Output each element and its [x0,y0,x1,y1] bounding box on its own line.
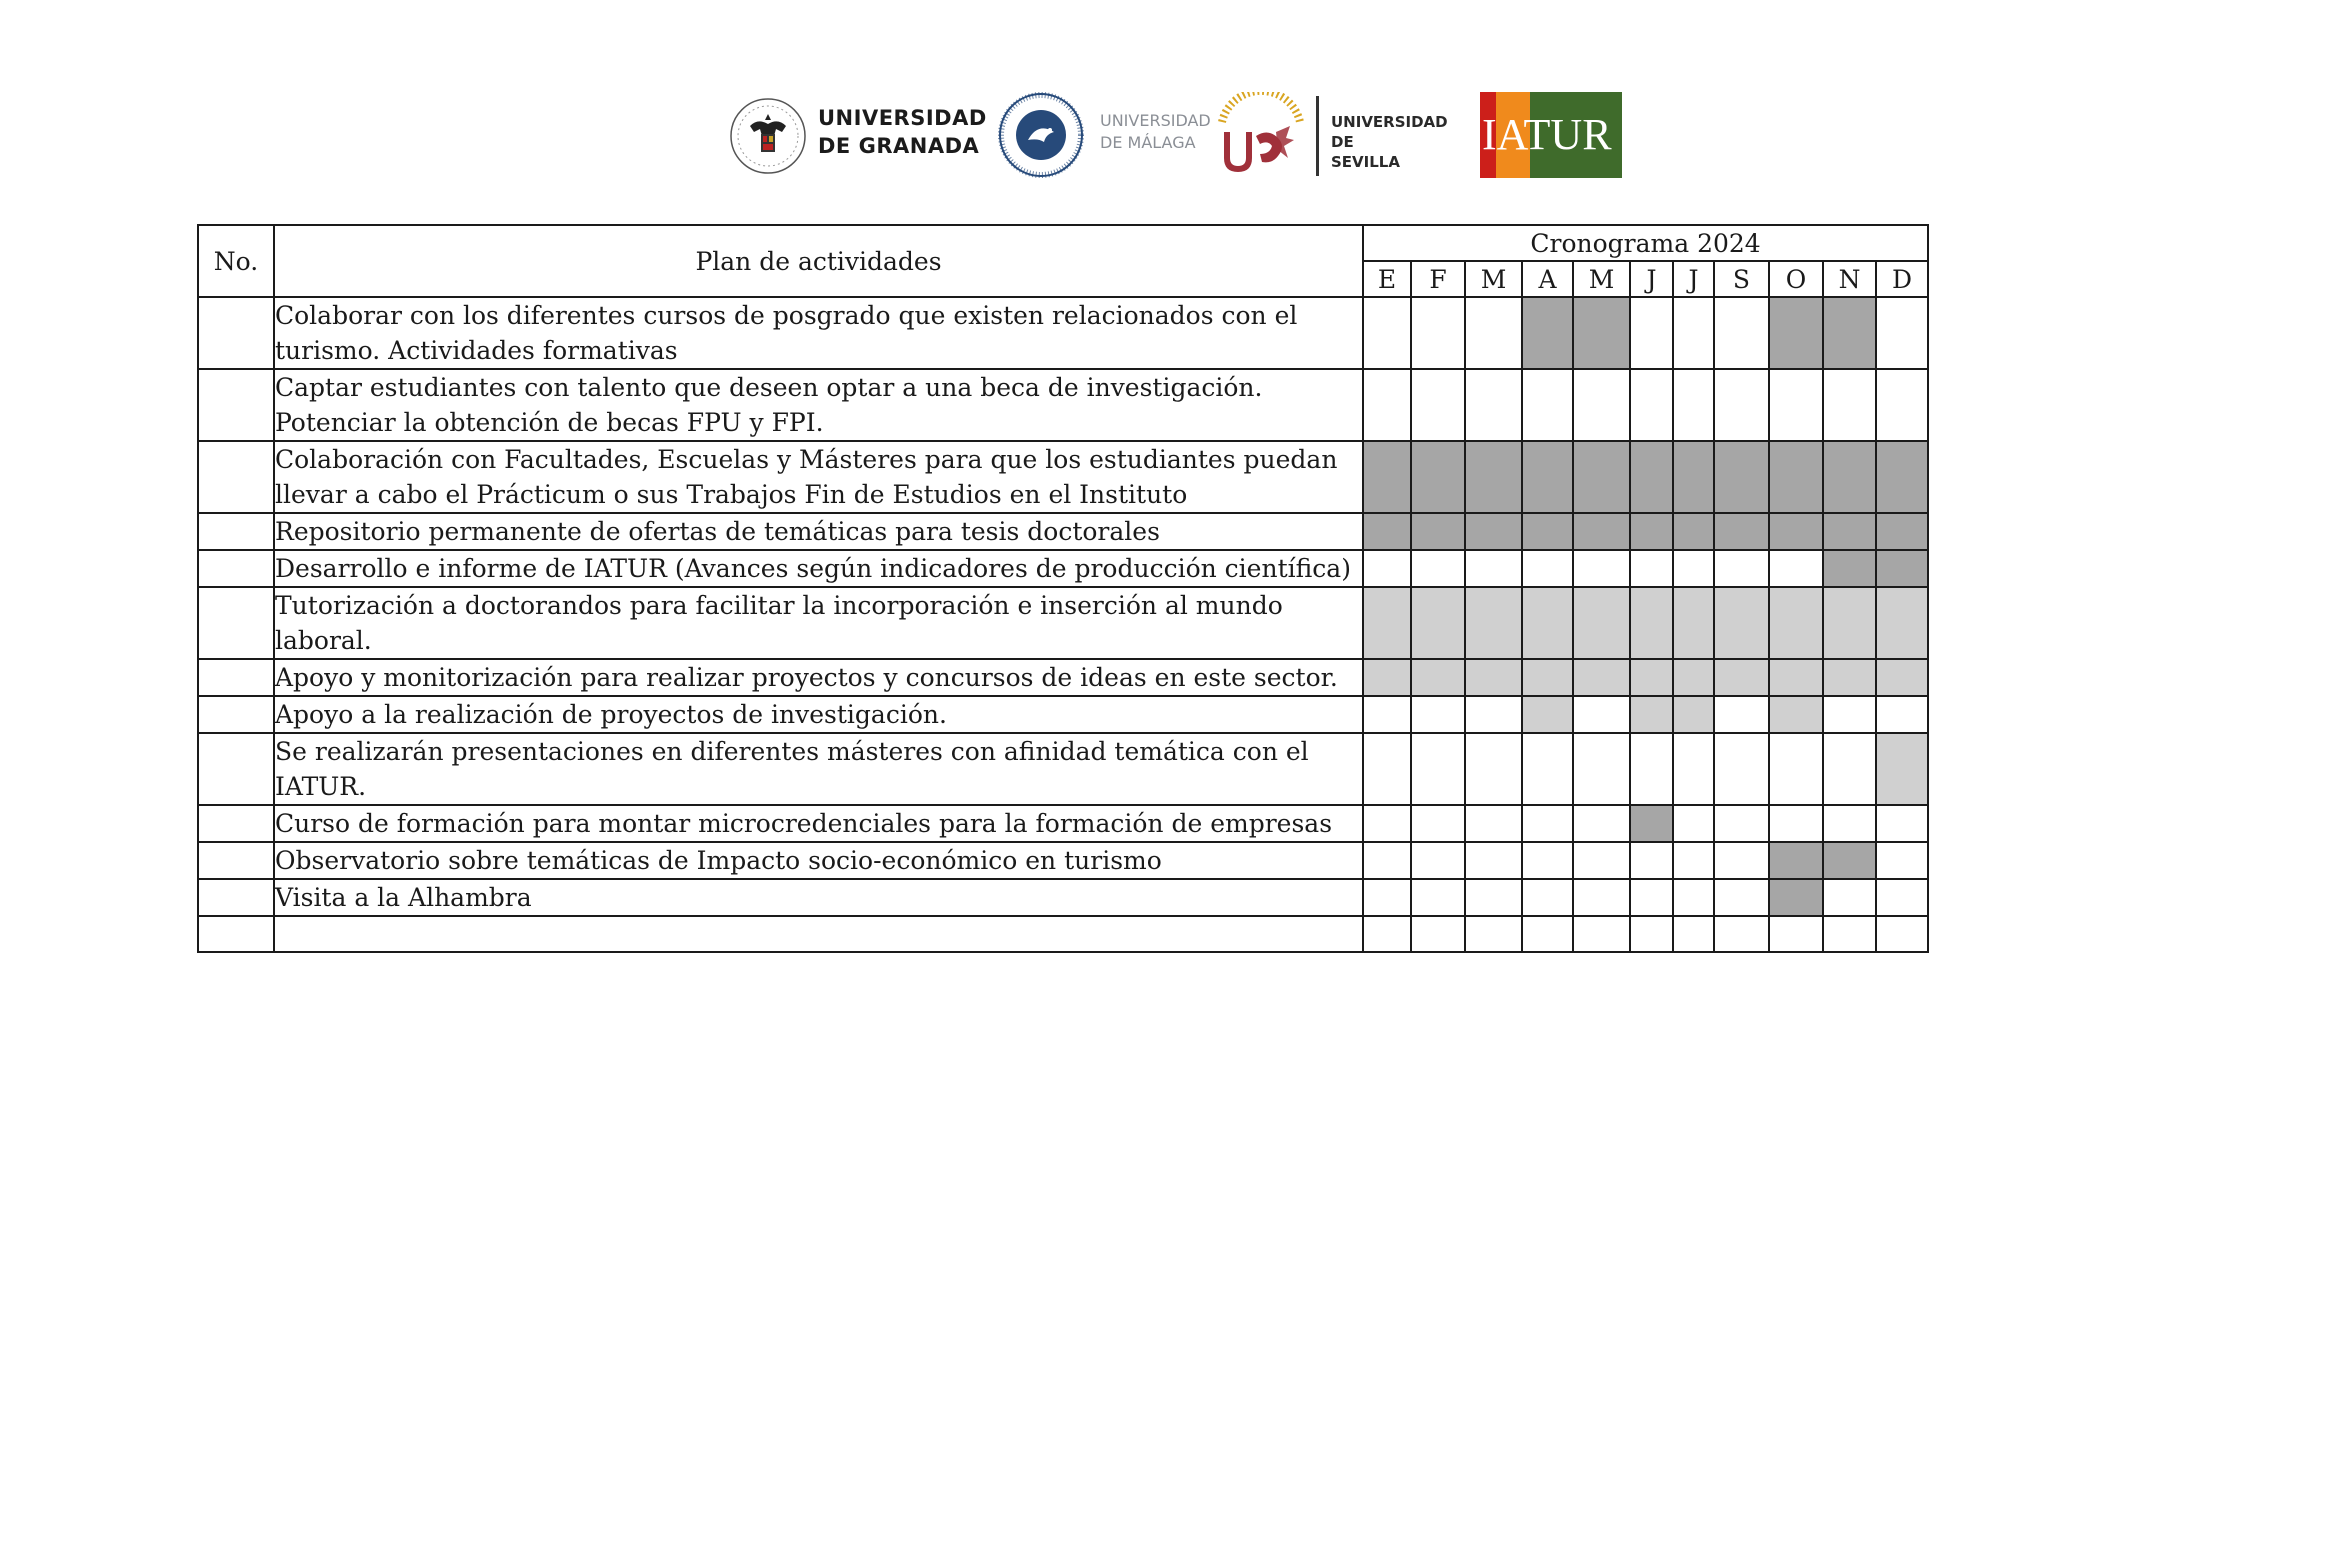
schedule-cell-o-8 [1769,441,1823,513]
schedule-cell-d-10 [1876,659,1928,696]
schedule-cell-m-4 [1573,513,1630,550]
schedule-cell-f-1 [1411,842,1465,879]
schedule-cell-d-10 [1876,550,1928,587]
schedule-cell-f-1 [1411,441,1465,513]
schedule-cell-n-9 [1823,696,1876,733]
schedule-cell-m-4 [1573,441,1630,513]
activity-row [198,297,1928,369]
schedule-cell-m-2 [1465,369,1522,441]
schedule-cell-d-10 [1876,369,1928,441]
schedule-cell-s-7 [1714,550,1769,587]
schedule-cell-n-9 [1823,659,1876,696]
schedule-cell-e-0 [1363,587,1411,659]
activity-row [198,696,1928,733]
schedule-cell-s-7 [1714,916,1769,952]
activity-number [198,513,274,550]
schedule-cell-f-1 [1411,297,1465,369]
malaga-seal-logo [998,92,1084,178]
schedule-cell-m-2 [1465,587,1522,659]
schedule-cell-s-7 [1714,696,1769,733]
schedule-cell-o-8 [1769,369,1823,441]
activity-row [198,879,1928,916]
schedule-cell-o-8 [1769,805,1823,842]
schedule-cell-m-4 [1573,297,1630,369]
schedule-cell-a-3 [1522,916,1573,952]
schedule-cell-n-9 [1823,842,1876,879]
header-plan: Plan de actividades [274,225,1363,297]
month-header: M [1573,261,1630,297]
schedule-cell-d-10 [1876,916,1928,952]
schedule-cell-f-1 [1411,659,1465,696]
schedule-cell-j-5 [1630,550,1673,587]
schedule-cell-o-8 [1769,733,1823,805]
schedule-cell-f-1 [1411,369,1465,441]
schedule-cell-m-4 [1573,587,1630,659]
schedule-cell-d-10 [1876,696,1928,733]
month-header: J [1673,261,1714,297]
activity-number [198,297,274,369]
schedule-cell-m-2 [1465,297,1522,369]
schedule-cell-j-6 [1673,550,1714,587]
activity-description: Colaboración con Facultades, Escuelas y Másteres para que los estudiantes puedan llevar a cabo el Prácticum o sus Trabajos Fin de Estudios en el Instituto [274,441,1363,513]
schedule-cell-j-6 [1673,369,1714,441]
schedule-cell-m-2 [1465,659,1522,696]
schedule-cell-a-3 [1522,659,1573,696]
schedule-cell-o-8 [1769,587,1823,659]
schedule-cell-a-3 [1522,587,1573,659]
schedule-cell-j-6 [1673,441,1714,513]
activity-number [198,659,274,696]
schedule-cell-d-10 [1876,587,1928,659]
activity-number [198,916,274,952]
schedule-cell-a-3 [1522,513,1573,550]
schedule-cell-m-4 [1573,550,1630,587]
schedule-cell-n-9 [1823,369,1876,441]
activity-number [198,733,274,805]
activity-row [198,550,1928,587]
month-header: F [1411,261,1465,297]
schedule-cell-m-2 [1465,513,1522,550]
schedule-cell-j-5 [1630,513,1673,550]
activity-row [198,369,1928,441]
schedule-cell-f-1 [1411,587,1465,659]
schedule-cell-j-5 [1630,587,1673,659]
schedule-cell-s-7 [1714,441,1769,513]
schedule-cell-j-6 [1673,513,1714,550]
granada-crest-logo [728,96,808,176]
schedule-cell-j-6 [1673,297,1714,369]
schedule-cell-n-9 [1823,916,1876,952]
schedule-cell-e-0 [1363,441,1411,513]
schedule-cell-f-1 [1411,696,1465,733]
activity-row [198,805,1928,842]
schedule-cell-m-4 [1573,879,1630,916]
schedule-cell-s-7 [1714,513,1769,550]
activity-row [198,513,1928,550]
schedule-cell-m-4 [1573,696,1630,733]
activity-row [198,733,1928,805]
month-header: A [1522,261,1573,297]
activity-description: Visita a la Alhambra [274,879,1363,916]
activity-row [198,842,1928,879]
schedule-cell-s-7 [1714,587,1769,659]
schedule-cell-j-6 [1673,733,1714,805]
schedule-cell-m-2 [1465,550,1522,587]
schedule-cell-o-8 [1769,879,1823,916]
schedule-cell-s-7 [1714,297,1769,369]
schedule-cell-m-2 [1465,805,1522,842]
iatur-logo [1480,92,1622,178]
schedule-cell-e-0 [1363,733,1411,805]
schedule-cell-e-0 [1363,297,1411,369]
activity-description: Desarrollo e informe de IATUR (Avances según indicadores de producción científica) [274,550,1363,587]
schedule-cell-j-6 [1673,805,1714,842]
schedule-cell-m-4 [1573,805,1630,842]
schedule-cell-a-3 [1522,297,1573,369]
schedule-cell-o-8 [1769,297,1823,369]
schedule-cell-j-5 [1630,369,1673,441]
schedule-cell-o-8 [1769,513,1823,550]
schedule-cell-j-5 [1630,842,1673,879]
iatur-logo-text: IATUR [1482,110,1612,159]
schedule-cell-f-1 [1411,805,1465,842]
activity-number [198,369,274,441]
schedule-cell-a-3 [1522,550,1573,587]
malaga-wordmark: UNIVERSIDAD DE MÁLAGA [1100,111,1211,152]
month-header: E [1363,261,1411,297]
schedule-cell-j-6 [1673,587,1714,659]
month-header: J [1630,261,1673,297]
schedule-cell-f-1 [1411,879,1465,916]
schedule-cell-n-9 [1823,587,1876,659]
schedule-cell-m-2 [1465,441,1522,513]
activity-description: Apoyo y monitorización para realizar proyectos y concursos de ideas en este sector. [274,659,1363,696]
schedule-cell-f-1 [1411,733,1465,805]
activity-plan-table [197,224,1929,953]
schedule-cell-d-10 [1876,879,1928,916]
schedule-cell-j-5 [1630,696,1673,733]
schedule-cell-j-5 [1630,297,1673,369]
schedule-cell-a-3 [1522,842,1573,879]
schedule-cell-d-10 [1876,297,1928,369]
schedule-cell-m-2 [1465,916,1522,952]
schedule-cell-m-4 [1573,916,1630,952]
schedule-cell-a-3 [1522,696,1573,733]
schedule-cell-j-5 [1630,879,1673,916]
schedule-cell-s-7 [1714,369,1769,441]
schedule-cell-o-8 [1769,842,1823,879]
schedule-cell-m-4 [1573,842,1630,879]
schedule-cell-s-7 [1714,805,1769,842]
schedule-cell-e-0 [1363,659,1411,696]
schedule-cell-d-10 [1876,842,1928,879]
activity-rows [198,297,1928,952]
activity-number [198,842,274,879]
schedule-cell-j-6 [1673,659,1714,696]
activity-number [198,441,274,513]
schedule-cell-j-6 [1673,879,1714,916]
schedule-cell-a-3 [1522,879,1573,916]
schedule-cell-o-8 [1769,659,1823,696]
activity-description: Colaborar con los diferentes cursos de posgrado que existen relacionados con el turismo. Actividades formativas [274,297,1363,369]
activity-description: Tutorización a doctorandos para facilitar la incorporación e inserción al mundo laboral. [274,587,1363,659]
schedule-cell-j-5 [1630,733,1673,805]
activity-description: Curso de formación para montar microcredenciales para la formación de empresas [274,805,1363,842]
activity-description [274,916,1363,952]
schedule-cell-m-4 [1573,659,1630,696]
schedule-cell-e-0 [1363,805,1411,842]
schedule-cell-s-7 [1714,659,1769,696]
schedule-cell-j-6 [1673,696,1714,733]
schedule-cell-n-9 [1823,550,1876,587]
schedule-cell-s-7 [1714,879,1769,916]
schedule-cell-n-9 [1823,513,1876,550]
activity-description: Se realizarán presentaciones en diferentes másteres con afinidad temática con el IATUR. [274,733,1363,805]
schedule-cell-e-0 [1363,696,1411,733]
schedule-cell-a-3 [1522,733,1573,805]
schedule-cell-a-3 [1522,441,1573,513]
month-header: M [1465,261,1522,297]
activity-description: Captar estudiantes con talento que deseen optar a una beca de investigación. Potenciar la obtención de becas FPU y FPI. [274,369,1363,441]
schedule-cell-f-1 [1411,513,1465,550]
schedule-cell-o-8 [1769,696,1823,733]
activity-number [198,879,274,916]
sevilla-emblem-logo [1216,92,1306,178]
schedule-cell-n-9 [1823,441,1876,513]
schedule-cell-f-1 [1411,916,1465,952]
sevilla-wordmark: UNIVERSIDAD DE SEVILLA [1331,113,1448,171]
schedule-cell-d-10 [1876,733,1928,805]
schedule-cell-m-4 [1573,369,1630,441]
schedule-cell-n-9 [1823,805,1876,842]
activity-description: Repositorio permanente de ofertas de temáticas para tesis doctorales [274,513,1363,550]
activity-number [198,587,274,659]
schedule-cell-s-7 [1714,733,1769,805]
schedule-cell-j-5 [1630,659,1673,696]
activity-number [198,550,274,587]
schedule-cell-o-8 [1769,550,1823,587]
logo-divider [1316,96,1319,176]
schedule-cell-a-3 [1522,805,1573,842]
schedule-cell-e-0 [1363,550,1411,587]
schedule-cell-j-6 [1673,842,1714,879]
month-header: S [1714,261,1769,297]
schedule-cell-a-3 [1522,369,1573,441]
activity-number [198,696,274,733]
activity-description: Apoyo a la realización de proyectos de investigación. [274,696,1363,733]
schedule-cell-d-10 [1876,513,1928,550]
schedule-cell-e-0 [1363,513,1411,550]
schedule-cell-e-0 [1363,916,1411,952]
activity-row [198,659,1928,696]
schedule-cell-j-5 [1630,805,1673,842]
schedule-cell-j-5 [1630,441,1673,513]
schedule-cell-e-0 [1363,842,1411,879]
header-no: No. [198,225,274,297]
schedule-cell-m-2 [1465,733,1522,805]
schedule-cell-f-1 [1411,550,1465,587]
activity-number [198,805,274,842]
schedule-cell-s-7 [1714,842,1769,879]
activity-row [198,916,1928,952]
schedule-cell-m-4 [1573,733,1630,805]
schedule-cell-j-6 [1673,916,1714,952]
schedule-cell-n-9 [1823,879,1876,916]
month-header: D [1876,261,1928,297]
schedule-cell-e-0 [1363,369,1411,441]
schedule-cell-e-0 [1363,879,1411,916]
schedule-cell-o-8 [1769,916,1823,952]
schedule-cell-d-10 [1876,805,1928,842]
month-header: O [1769,261,1823,297]
activity-row [198,587,1928,659]
month-header: N [1823,261,1876,297]
schedule-cell-m-2 [1465,842,1522,879]
schedule-cell-n-9 [1823,733,1876,805]
schedule-cell-j-5 [1630,916,1673,952]
schedule-cell-n-9 [1823,297,1876,369]
schedule-cell-m-2 [1465,696,1522,733]
schedule-cell-m-2 [1465,879,1522,916]
header-cronograma: Cronograma 2024 [1363,225,1928,261]
schedule-cell-d-10 [1876,441,1928,513]
activity-description: Observatorio sobre temáticas de Impacto socio-económico en turismo [274,842,1363,879]
activity-row [198,441,1928,513]
granada-wordmark: UNIVERSIDAD DE GRANADA [818,106,987,158]
